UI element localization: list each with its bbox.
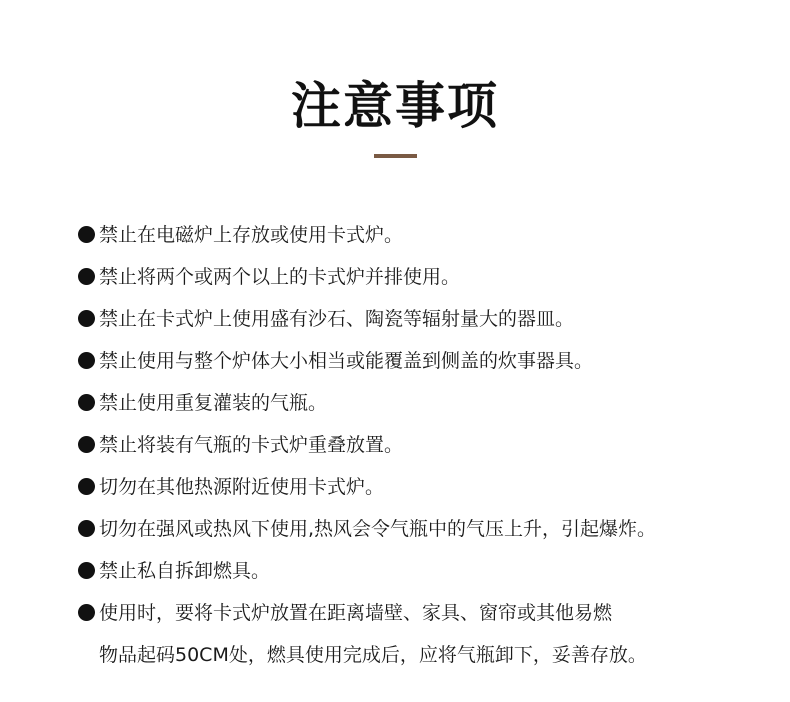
list-item	[78, 298, 758, 340]
list-item-line: 禁止在电磁炉上存放或使用卡式炉。	[99, 224, 404, 246]
page-title: 注意事项	[291, 77, 499, 135]
precautions-list	[78, 214, 758, 676]
bullet-dot-icon	[78, 436, 95, 453]
title-divider	[374, 154, 417, 158]
bullet-dot-icon	[78, 268, 95, 285]
list-item	[78, 256, 758, 298]
list-item	[78, 508, 758, 550]
bullet-dot-icon	[78, 604, 95, 621]
list-item	[78, 592, 758, 676]
list-item-text	[99, 340, 593, 382]
list-item-line: 使用时，要将卡式炉放置在距离墙壁、家具、窗帘或其他易燃	[99, 602, 613, 624]
list-item-line: 切勿在其他热源附近使用卡式炉。	[99, 476, 385, 498]
list-item-line: 切勿在强风或热风下使用,热风会令气瓶中的气压上升，引起爆炸。	[99, 518, 657, 540]
list-item-text	[99, 466, 384, 508]
list-item-line: 禁止使用重复灌装的气瓶。	[99, 392, 328, 414]
bullet-dot-icon	[78, 478, 95, 495]
list-item-line: 禁止将装有气瓶的卡式炉重叠放置。	[99, 434, 404, 456]
list-item-text	[99, 508, 656, 550]
list-item-line: 禁止使用与整个炉体大小相当或能覆盖到侧盖的炊事器具。	[99, 350, 594, 372]
list-item-text	[99, 550, 270, 592]
list-item-line: 物品起码50CM处，燃具使用完成后，应将气瓶卸下，妥善存放。	[99, 644, 647, 666]
bullet-dot-icon	[78, 562, 95, 579]
bullet-dot-icon	[78, 394, 95, 411]
list-item-text	[99, 382, 327, 424]
bullet-dot-icon	[78, 226, 95, 243]
list-item-text	[99, 298, 574, 340]
list-item	[78, 382, 758, 424]
list-item-text	[99, 424, 403, 466]
list-item	[78, 550, 758, 592]
list-item	[78, 214, 758, 256]
list-item-line: 禁止在卡式炉上使用盛有沙石、陶瓷等辐射量大的器皿。	[99, 308, 575, 330]
bullet-dot-icon	[78, 520, 95, 537]
list-item-line: 禁止私自拆卸燃具。	[99, 560, 271, 582]
list-item	[78, 340, 758, 382]
bullet-dot-icon	[78, 310, 95, 327]
list-item	[78, 466, 758, 508]
list-item-text	[99, 592, 647, 676]
list-item-line: 禁止将两个或两个以上的卡式炉并排使用。	[99, 266, 461, 288]
bullet-dot-icon	[78, 352, 95, 369]
list-item-text	[99, 256, 460, 298]
list-item-text	[99, 214, 403, 256]
list-item	[78, 424, 758, 466]
